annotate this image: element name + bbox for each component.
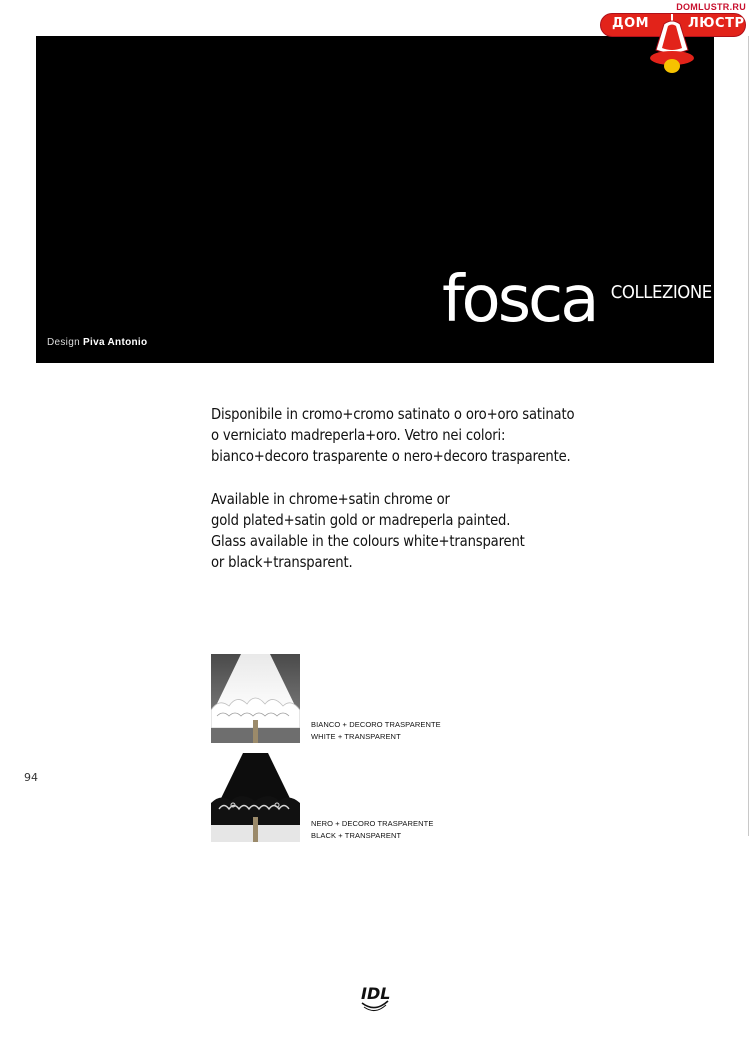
hero-banner <box>36 36 714 363</box>
finish-label-it: BIANCO + DECORO TRASPARENTE <box>311 720 441 729</box>
description-line: Glass available in the colours white+transparent <box>211 532 525 550</box>
description-line: Available in chrome+satin chrome or <box>211 490 450 508</box>
description-english <box>211 489 581 573</box>
logo-word-right: ЛЮСТР <box>688 16 745 31</box>
svg-text:IDL: IDL <box>361 984 391 1003</box>
finish-label-en: WHITE + TRANSPARENT <box>311 732 401 741</box>
logo-url: DOMLUSTR.RU <box>676 2 746 12</box>
designer-credit <box>47 337 147 348</box>
finish-label-en: BLACK + TRANSPARENT <box>311 831 402 840</box>
collection-label: COLLEZIONE <box>610 282 712 303</box>
description-line: o verniciato madreperla+oro. Vetro nei colori: <box>211 426 506 444</box>
page-edge-rule <box>748 36 749 836</box>
finish-label-it: NERO + DECORO TRASPARENTE <box>311 819 434 828</box>
designer-prefix: Design <box>47 337 80 348</box>
domlustr-logo <box>598 0 750 74</box>
idl-logo-icon <box>358 979 392 1013</box>
description-line: bianco+decoro trasparente o nero+decoro trasparente. <box>211 447 571 465</box>
description-italian <box>211 404 581 467</box>
page-number: 94 <box>24 771 38 784</box>
designer-name: Piva Antonio <box>83 337 148 348</box>
black-glass-swatch-icon <box>211 753 300 842</box>
description-line: Disponibile in cromo+cromo satinato o oro+oro satinato <box>211 405 575 423</box>
finish-caption <box>311 818 433 842</box>
logo-word-left: ДОМ <box>612 16 650 31</box>
description-line: gold plated+satin gold or madreperla painted. <box>211 511 511 529</box>
finish-caption <box>311 719 441 743</box>
white-glass-swatch-icon <box>211 654 300 743</box>
description-line: or black+transparent. <box>211 553 353 571</box>
collection-name: fosca <box>442 263 597 337</box>
